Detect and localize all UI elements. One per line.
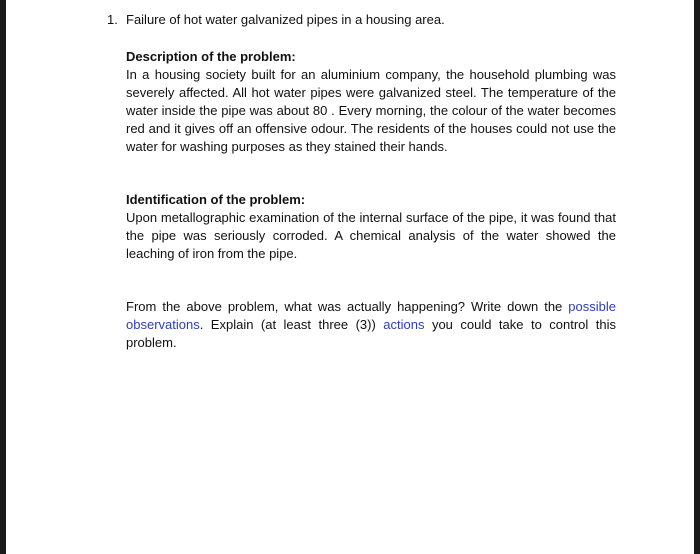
task-text-part3: you could take to control this problem. — [126, 317, 617, 350]
actions-link[interactable]: actions — [383, 317, 425, 332]
possible-observations-link[interactable]: possible observations — [126, 299, 616, 332]
task-text — [126, 298, 616, 352]
right-edge-bar — [694, 0, 700, 554]
question-heading — [107, 10, 445, 29]
task-section — [126, 298, 616, 352]
identification-section — [126, 191, 616, 263]
task-text-part1: From the above problem, what was actually happening? Write down the — [126, 299, 569, 314]
identification-text: Upon metallographic examination of the internal surface of the pipe, it was found that the pipe was seriously corroded. A chemical analysis of the water showed the leaching of iron from the pipe. — [126, 210, 616, 261]
description-heading: Description of the problem: — [126, 49, 296, 64]
task-text-part2: . Explain (at least three (3)) — [199, 317, 384, 332]
question-title: Failure of hot water galvanized pipes in a housing area. — [126, 12, 445, 27]
identification-heading: Identification of the problem: — [126, 192, 306, 207]
description-text: In a housing society built for an aluminium company, the household plumbing was severely affected. All hot water pipes were galvanized steel. The temperature of the water inside the pipe was about 80 . Every morning, the colour of the water becomes red and it gives off an offensive odour. The residents of the houses could not use the water for washing purposes as they stained their hands. — [126, 67, 616, 154]
question-number: 1. — [107, 12, 118, 27]
description-section — [126, 48, 616, 156]
left-edge-bar — [0, 0, 6, 554]
